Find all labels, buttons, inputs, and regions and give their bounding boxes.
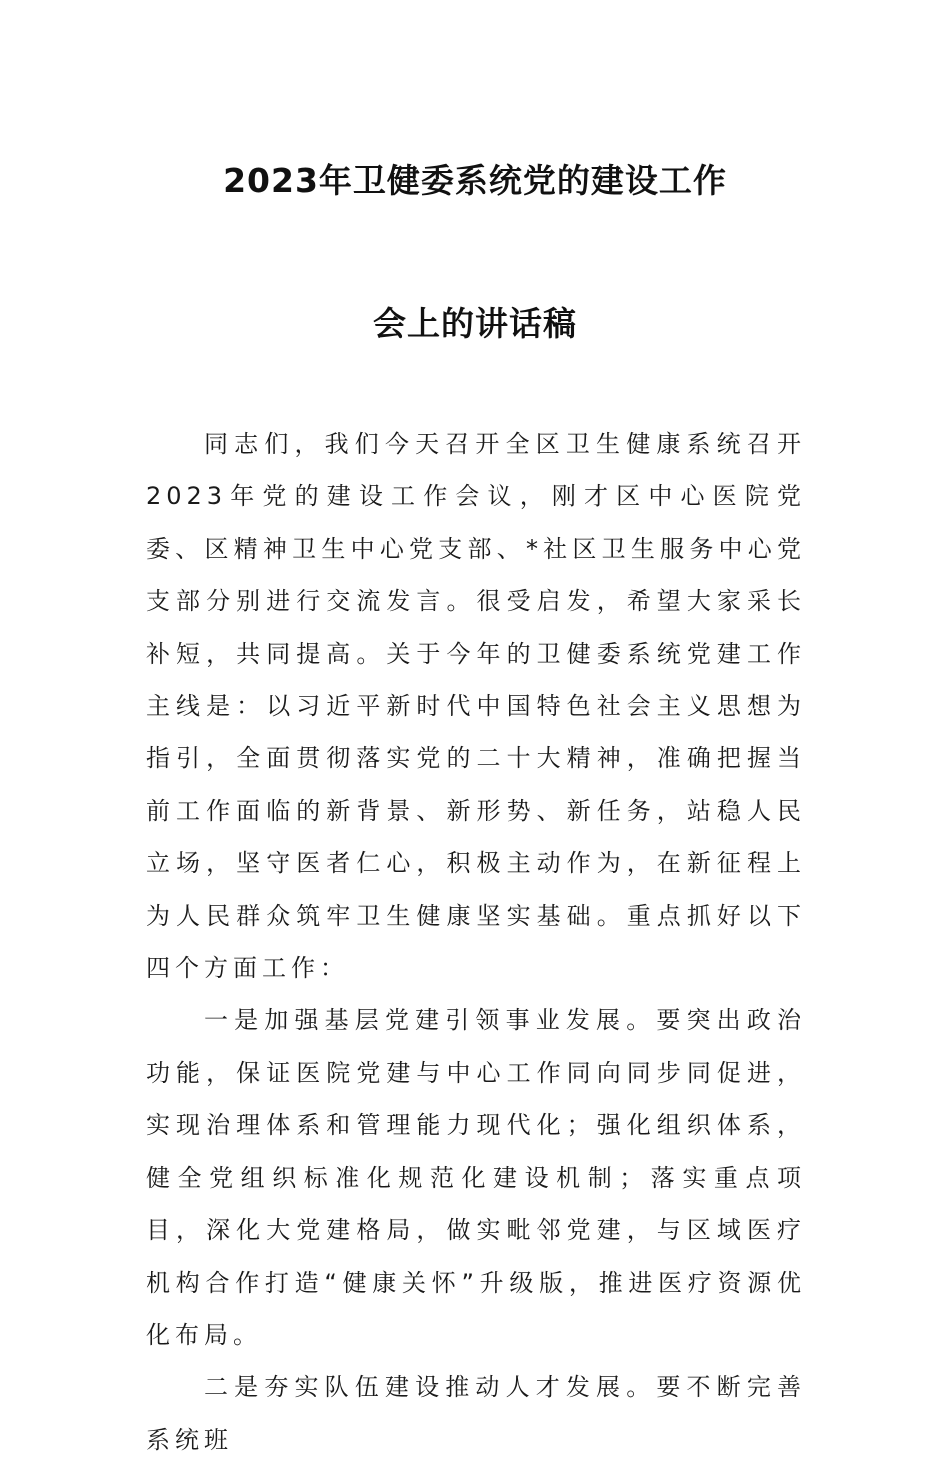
- document-title-line-2: 会上的讲话稿: [373, 304, 577, 343]
- paragraph-point-one: 一是加强基层党建引领事业发展。要突出政治功能，保证医院党建与中心工作同向同步同促进，实现治理体系和管理能力现代化；强化组织体系，健全党组织标准化规范化建设机制；落实重点项目，深化大党建格局，做实毗邻党建，与区域医疗机构合作打造“健康关怀”升级版，推进医疗资源优化布局。: [146, 1006, 806, 1349]
- paragraph-point-two: 二是夯实队伍建设推动人才发展。要不断完善系统班: [146, 1373, 806, 1454]
- document-body: [146, 418, 806, 1466]
- paragraph-intro: 同志们，我们今天召开全区卫生健康系统召开2023年党的建设工作会议，刚才区中心医院党委、区精神卫生中心党支部、*社区卫生服务中心党支部分别进行交流发言。很受启发，希望大家采长补短，共同提高。关于今年的卫健委系统党建工作主线是：以习近平新时代中国特色社会主义思想为指引，全面贯彻落实党的二十大精神，准确把握当前工作面临的新背景、新形势、新任务，站稳人民立场，坚守医者仁心，积极主动作为，在新征程上为人民群众筑牢卫生健康坚实基础。重点抓好以下四个方面工作：: [146, 430, 806, 983]
- document-title-line-1: 2023年卫健委系统党的建设工作: [223, 161, 727, 200]
